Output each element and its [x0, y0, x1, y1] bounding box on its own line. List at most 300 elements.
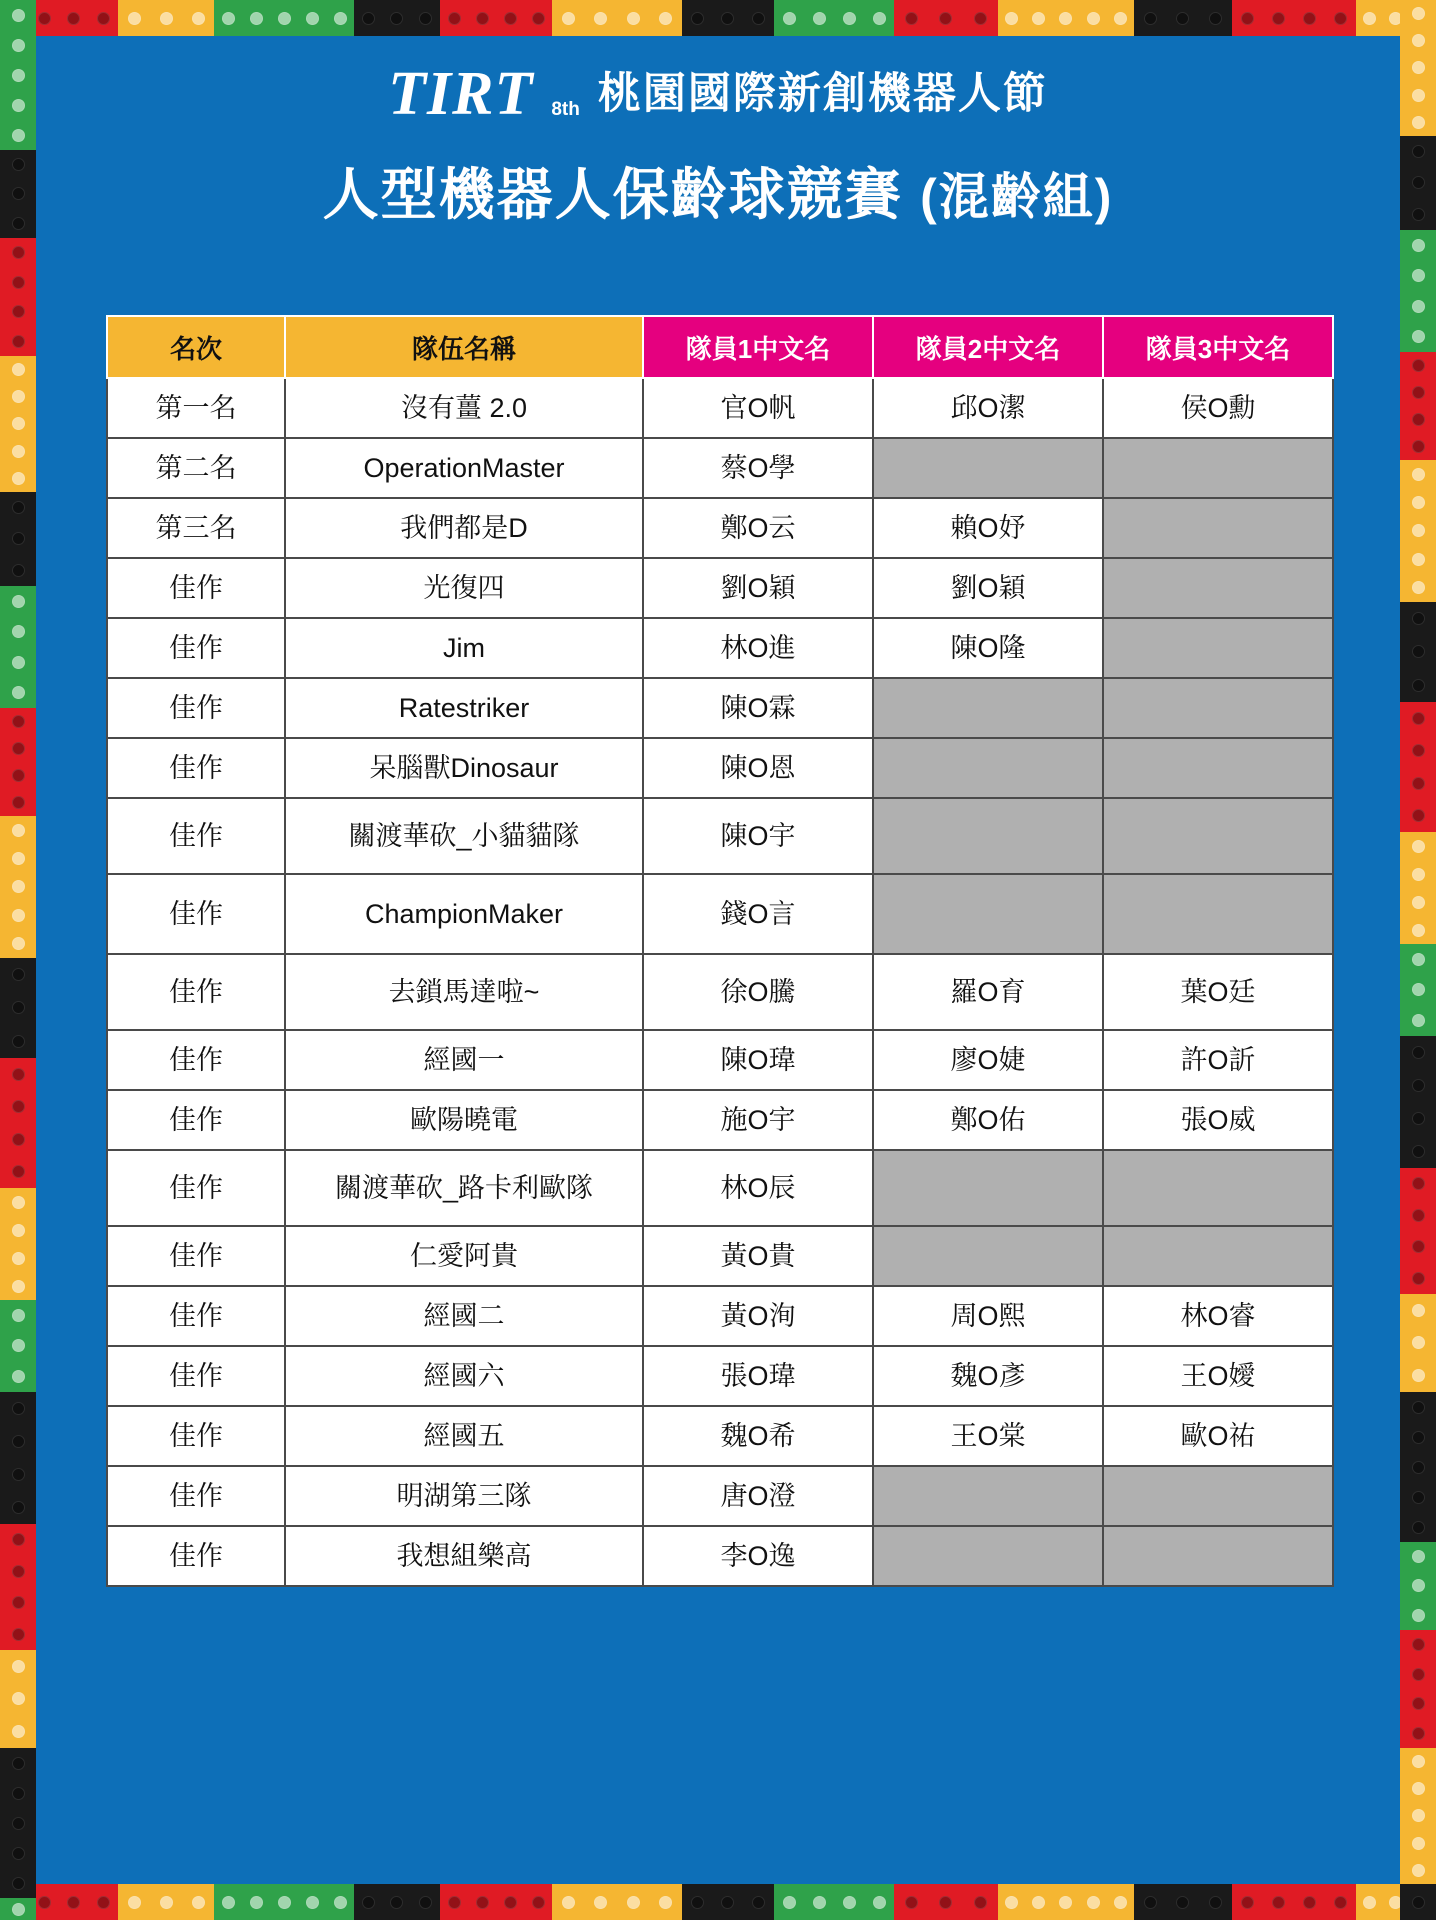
lego-brick — [0, 1898, 36, 1920]
lego-stud — [1412, 300, 1425, 313]
table-row — [107, 1090, 1333, 1150]
lego-stud — [12, 472, 25, 485]
column-header-member1: 隊員1中文名 — [643, 316, 873, 378]
lego-stud — [1412, 1697, 1425, 1710]
table-row — [107, 1466, 1333, 1526]
lego-stud — [192, 12, 205, 25]
lego-stud — [974, 12, 987, 25]
lego-stud — [97, 12, 110, 25]
lego-stud — [1005, 12, 1018, 25]
cell-team: 光復四 — [285, 558, 643, 618]
lego-stud — [659, 12, 672, 25]
lego-stud — [38, 1896, 51, 1909]
lego-brick — [1400, 1294, 1436, 1392]
lego-stud — [1059, 12, 1072, 25]
table-row — [107, 1346, 1333, 1406]
table-row — [107, 498, 1333, 558]
lego-stud — [1059, 1896, 1072, 1909]
lego-brick — [0, 492, 36, 586]
lego-stud — [12, 909, 25, 922]
lego-stud — [250, 1896, 263, 1909]
cell-member1: 陳O霖 — [643, 678, 873, 738]
lego-stud — [1412, 1668, 1425, 1681]
event-name-chinese: 桃園國際新創機器人節 — [597, 70, 1048, 118]
lego-stud — [12, 417, 25, 430]
lego-stud — [627, 1896, 640, 1909]
lego-stud — [192, 1896, 205, 1909]
lego-stud — [1412, 1240, 1425, 1253]
lego-stud — [128, 1896, 141, 1909]
lego-stud — [1176, 12, 1189, 25]
cell-member3 — [1103, 438, 1333, 498]
lego-border-top — [0, 0, 1436, 36]
lego-stud — [1412, 840, 1425, 853]
lego-stud — [1272, 1896, 1285, 1909]
cell-member1: 鄭O云 — [643, 498, 873, 558]
lego-stud — [12, 445, 25, 458]
cell-team: 經國二 — [285, 1286, 643, 1346]
lego-stud — [873, 1896, 886, 1909]
cell-member2: 王O棠 — [873, 1406, 1103, 1466]
table-header — [107, 316, 1333, 378]
lego-stud — [1412, 1177, 1425, 1190]
lego-stud — [12, 1725, 25, 1738]
lego-brick — [998, 1884, 1134, 1920]
table-header-row — [107, 316, 1333, 378]
lego-stud — [1412, 612, 1425, 625]
column-header-team: 隊伍名稱 — [285, 316, 643, 378]
cell-member1: 陳O瑋 — [643, 1030, 873, 1090]
lego-stud — [12, 1165, 25, 1178]
cell-member1: 李O逸 — [643, 1526, 873, 1586]
lego-stud — [659, 1896, 672, 1909]
lego-stud — [12, 686, 25, 699]
cell-rank: 第三名 — [107, 498, 285, 558]
lego-stud — [1363, 1896, 1376, 1909]
cell-member3 — [1103, 738, 1333, 798]
lego-brick — [1400, 352, 1436, 460]
cell-member3: 侯O勳 — [1103, 378, 1333, 438]
cell-member1: 官O帆 — [643, 378, 873, 438]
lego-stud — [12, 39, 25, 52]
lego-stud — [12, 1309, 25, 1322]
cell-member3 — [1103, 618, 1333, 678]
cell-member2 — [873, 738, 1103, 798]
lego-stud — [12, 1068, 25, 1081]
lego-stud — [1412, 953, 1425, 966]
lego-brick — [0, 1392, 36, 1524]
lego-stud — [362, 12, 375, 25]
lego-stud — [1412, 1209, 1425, 1222]
lego-brick — [682, 1884, 774, 1920]
cell-member2: 賴O妤 — [873, 498, 1103, 558]
lego-stud — [12, 1402, 25, 1415]
cell-team: 關渡華砍_小貓貓隊 — [285, 798, 643, 874]
lego-stud — [12, 1877, 25, 1890]
lego-stud — [12, 769, 25, 782]
lego-stud — [1114, 1896, 1127, 1909]
cell-member3 — [1103, 678, 1333, 738]
lego-stud — [222, 1896, 235, 1909]
lego-stud — [306, 12, 319, 25]
lego-brick — [1400, 1748, 1436, 1884]
cell-rank: 佳作 — [107, 738, 285, 798]
lego-stud — [12, 1339, 25, 1352]
cell-member3: 葉O廷 — [1103, 954, 1333, 1030]
lego-brick — [1400, 230, 1436, 352]
lego-stud — [12, 1100, 25, 1113]
lego-stud — [843, 1896, 856, 1909]
lego-stud — [12, 937, 25, 950]
lego-stud — [12, 968, 25, 981]
lego-stud — [752, 12, 765, 25]
lego-stud — [12, 1692, 25, 1705]
lego-stud — [476, 12, 489, 25]
lego-stud — [362, 1896, 375, 1909]
lego-stud — [12, 1468, 25, 1481]
cell-member3 — [1103, 1226, 1333, 1286]
lego-stud — [390, 1896, 403, 1909]
lego-stud — [813, 1896, 826, 1909]
lego-stud — [12, 824, 25, 837]
cell-team: OperationMaster — [285, 438, 643, 498]
lego-brick — [1400, 1392, 1436, 1542]
cell-rank: 佳作 — [107, 798, 285, 874]
lego-stud — [1363, 12, 1376, 25]
lego-brick — [1134, 0, 1232, 36]
lego-stud — [627, 12, 640, 25]
lego-stud — [12, 390, 25, 403]
lego-stud — [1412, 1837, 1425, 1850]
lego-stud — [38, 12, 51, 25]
lego-stud — [1412, 468, 1425, 481]
cell-team: 明湖第三隊 — [285, 1466, 643, 1526]
lego-stud — [334, 1896, 347, 1909]
lego-stud — [1412, 1864, 1425, 1877]
table-row — [107, 618, 1333, 678]
cell-rank: 佳作 — [107, 1526, 285, 1586]
lego-stud — [12, 1224, 25, 1237]
lego-stud — [448, 1896, 461, 1909]
cell-member1: 唐O澄 — [643, 1466, 873, 1526]
lego-brick — [1400, 1168, 1436, 1294]
cell-team: Ratestriker — [285, 678, 643, 738]
lego-stud — [128, 12, 141, 25]
cell-team: 經國六 — [285, 1346, 643, 1406]
lego-brick — [0, 1524, 36, 1650]
cell-rank: 佳作 — [107, 1406, 285, 1466]
lego-stud — [1412, 269, 1425, 282]
cell-member3: 林O睿 — [1103, 1286, 1333, 1346]
lego-stud — [12, 1196, 25, 1209]
table-row — [107, 1286, 1333, 1346]
lego-brick — [0, 1058, 36, 1188]
cell-member2 — [873, 438, 1103, 498]
lego-brick — [774, 1884, 894, 1920]
table-row — [107, 1406, 1333, 1466]
lego-brick — [0, 1188, 36, 1300]
cell-rank: 佳作 — [107, 1090, 285, 1150]
lego-brick — [214, 0, 354, 36]
cell-rank: 第一名 — [107, 378, 285, 438]
cell-member1: 魏O希 — [643, 1406, 873, 1466]
lego-stud — [12, 1001, 25, 1014]
lego-brick — [354, 0, 440, 36]
cell-member2: 廖O婕 — [873, 1030, 1103, 1090]
lego-brick — [0, 356, 36, 492]
lego-stud — [160, 12, 173, 25]
lego-stud — [1087, 1896, 1100, 1909]
cell-rank: 佳作 — [107, 874, 285, 954]
lego-brick — [998, 0, 1134, 36]
cell-member2: 陳O隆 — [873, 618, 1103, 678]
lego-stud — [12, 625, 25, 638]
table-row — [107, 558, 1333, 618]
lego-brick — [1400, 702, 1436, 832]
lego-stud — [12, 852, 25, 865]
lego-stud — [1412, 581, 1425, 594]
cell-rank: 佳作 — [107, 1030, 285, 1090]
lego-stud — [12, 742, 25, 755]
lego-stud — [1272, 12, 1285, 25]
lego-stud — [1412, 553, 1425, 566]
lego-brick — [894, 0, 998, 36]
lego-brick — [1400, 602, 1436, 702]
lego-stud — [813, 12, 826, 25]
page-title-group: (混齡組) — [920, 169, 1114, 225]
lego-brick — [0, 816, 36, 958]
cell-member1: 黃O洵 — [643, 1286, 873, 1346]
table-row — [107, 438, 1333, 498]
cell-member3 — [1103, 558, 1333, 618]
lego-stud — [1209, 12, 1222, 25]
cell-member2 — [873, 798, 1103, 874]
lego-stud — [843, 12, 856, 25]
lego-stud — [160, 1896, 173, 1909]
cell-member2: 魏O彥 — [873, 1346, 1103, 1406]
cell-member2: 邱O潔 — [873, 378, 1103, 438]
lego-stud — [12, 1133, 25, 1146]
lego-stud — [504, 12, 517, 25]
table-row — [107, 798, 1333, 874]
lego-stud — [12, 1035, 25, 1048]
lego-brick — [0, 238, 36, 356]
cell-member3 — [1103, 1150, 1333, 1226]
lego-stud — [939, 1896, 952, 1909]
lego-stud — [1303, 1896, 1316, 1909]
lego-stud — [1412, 1369, 1425, 1382]
cell-member2: 周O熙 — [873, 1286, 1103, 1346]
cell-team: 經國五 — [285, 1406, 643, 1466]
lego-stud — [1412, 645, 1425, 658]
lego-stud — [12, 796, 25, 809]
lego-brick — [1400, 1036, 1436, 1168]
lego-stud — [222, 12, 235, 25]
lego-stud — [12, 335, 25, 348]
column-header-member2: 隊員2中文名 — [873, 316, 1103, 378]
cell-team: 關渡華砍_路卡利歐隊 — [285, 1150, 643, 1226]
lego-stud — [12, 246, 25, 259]
lego-stud — [67, 12, 80, 25]
lego-stud — [390, 12, 403, 25]
cell-member1: 陳O恩 — [643, 738, 873, 798]
lego-stud — [1412, 7, 1425, 20]
page-title-text: 人型機器人保齡球競賽 — [322, 163, 903, 226]
cell-member1: 張O瑋 — [643, 1346, 873, 1406]
lego-stud — [1412, 1782, 1425, 1795]
lego-stud — [1412, 1046, 1425, 1059]
lego-stud — [1412, 496, 1425, 509]
cell-member2 — [873, 874, 1103, 954]
table-row — [107, 1226, 1333, 1286]
lego-brick — [0, 958, 36, 1058]
cell-member3: 王O嬡 — [1103, 1346, 1333, 1406]
lego-stud — [532, 1896, 545, 1909]
lego-stud — [1241, 1896, 1254, 1909]
lego-stud — [504, 1896, 517, 1909]
lego-stud — [12, 532, 25, 545]
lego-stud — [67, 1896, 80, 1909]
cell-member3 — [1103, 798, 1333, 874]
cell-member2 — [873, 678, 1103, 738]
table-row — [107, 678, 1333, 738]
table-row — [107, 1030, 1333, 1090]
cell-team: 我想組樂高 — [285, 1526, 643, 1586]
lego-stud — [334, 12, 347, 25]
lego-stud — [905, 1896, 918, 1909]
lego-brick — [0, 708, 36, 816]
cell-member2: 劉O穎 — [873, 558, 1103, 618]
lego-brick — [118, 1884, 214, 1920]
lego-stud — [1412, 1079, 1425, 1092]
lego-stud — [905, 12, 918, 25]
lego-stud — [1412, 1272, 1425, 1285]
lego-stud — [1412, 330, 1425, 343]
cell-team: Jim — [285, 618, 643, 678]
lego-stud — [419, 12, 432, 25]
lego-stud — [1334, 1896, 1347, 1909]
lego-stud — [1412, 983, 1425, 996]
lego-stud — [12, 1252, 25, 1265]
lego-stud — [1412, 924, 1425, 937]
lego-stud — [12, 363, 25, 376]
lego-border-right — [1400, 0, 1436, 1920]
lego-stud — [1412, 1579, 1425, 1592]
lego-stud — [1032, 12, 1045, 25]
cell-member2 — [873, 1526, 1103, 1586]
lego-border-left — [0, 0, 36, 1920]
lego-brick — [1400, 832, 1436, 944]
cell-member1: 徐O騰 — [643, 954, 873, 1030]
cell-team: 沒有薑 2.0 — [285, 378, 643, 438]
table-row — [107, 874, 1333, 954]
lego-stud — [1412, 809, 1425, 822]
lego-stud — [250, 12, 263, 25]
lego-stud — [783, 12, 796, 25]
table-row — [107, 954, 1333, 1030]
cell-member3: 歐O祐 — [1103, 1406, 1333, 1466]
lego-stud — [873, 12, 886, 25]
lego-stud — [691, 12, 704, 25]
lego-stud — [532, 12, 545, 25]
results-table — [106, 315, 1334, 1587]
lego-brick — [1400, 1542, 1436, 1630]
column-header-member3: 隊員3中文名 — [1103, 316, 1333, 378]
lego-stud — [278, 12, 291, 25]
lego-stud — [1412, 1550, 1425, 1563]
lego-stud — [1412, 1336, 1425, 1349]
lego-stud — [1412, 413, 1425, 426]
lego-stud — [1412, 1431, 1425, 1444]
table-row — [107, 378, 1333, 438]
lego-stud — [1412, 868, 1425, 881]
lego-stud — [1412, 1727, 1425, 1740]
table-row — [107, 738, 1333, 798]
lego-stud — [1412, 1304, 1425, 1317]
cell-member3: 許O訢 — [1103, 1030, 1333, 1090]
lego-stud — [1412, 1014, 1425, 1027]
cell-rank: 佳作 — [107, 1346, 285, 1406]
lego-stud — [1005, 1896, 1018, 1909]
poster-header — [0, 60, 1436, 231]
lego-stud — [1412, 1809, 1425, 1822]
cell-member2 — [873, 1466, 1103, 1526]
lego-stud — [12, 1660, 25, 1673]
cell-member1: 劉O穎 — [643, 558, 873, 618]
lego-stud — [1412, 1755, 1425, 1768]
lego-stud — [1241, 12, 1254, 25]
lego-brick — [894, 1884, 998, 1920]
lego-brick — [1400, 944, 1436, 1036]
table-row — [107, 1150, 1333, 1226]
cell-member3 — [1103, 1466, 1333, 1526]
cell-rank: 佳作 — [107, 678, 285, 738]
cell-team: 歐陽曉電 — [285, 1090, 643, 1150]
lego-stud — [1412, 896, 1425, 909]
lego-brick — [0, 1650, 36, 1748]
lego-stud — [12, 1596, 25, 1609]
lego-stud — [1412, 34, 1425, 47]
tirt-logo-edition: 8th — [551, 99, 580, 120]
cell-team: 我們都是D — [285, 498, 643, 558]
lego-stud — [12, 276, 25, 289]
lego-brick — [0, 1748, 36, 1898]
lego-brick — [1232, 0, 1356, 36]
lego-stud — [1144, 1896, 1157, 1909]
cell-member3 — [1103, 1526, 1333, 1586]
lego-stud — [97, 1896, 110, 1909]
table-row — [107, 1526, 1333, 1586]
cell-member1: 黃O貴 — [643, 1226, 873, 1286]
lego-stud — [1412, 1401, 1425, 1414]
cell-member2: 羅O育 — [873, 954, 1103, 1030]
lego-stud — [12, 715, 25, 728]
cell-member2 — [873, 1150, 1103, 1226]
lego-brick — [0, 1300, 36, 1392]
lego-stud — [1412, 1145, 1425, 1158]
lego-stud — [594, 1896, 607, 1909]
lego-brick — [1134, 1884, 1232, 1920]
lego-brick — [682, 0, 774, 36]
cell-member1: 錢O言 — [643, 874, 873, 954]
lego-stud — [12, 1280, 25, 1293]
lego-stud — [1412, 1521, 1425, 1534]
cell-team: 呆腦獸Dinosaur — [285, 738, 643, 798]
lego-stud — [1412, 712, 1425, 725]
lego-brick — [774, 0, 894, 36]
lego-stud — [1114, 12, 1127, 25]
lego-stud — [1303, 12, 1316, 25]
